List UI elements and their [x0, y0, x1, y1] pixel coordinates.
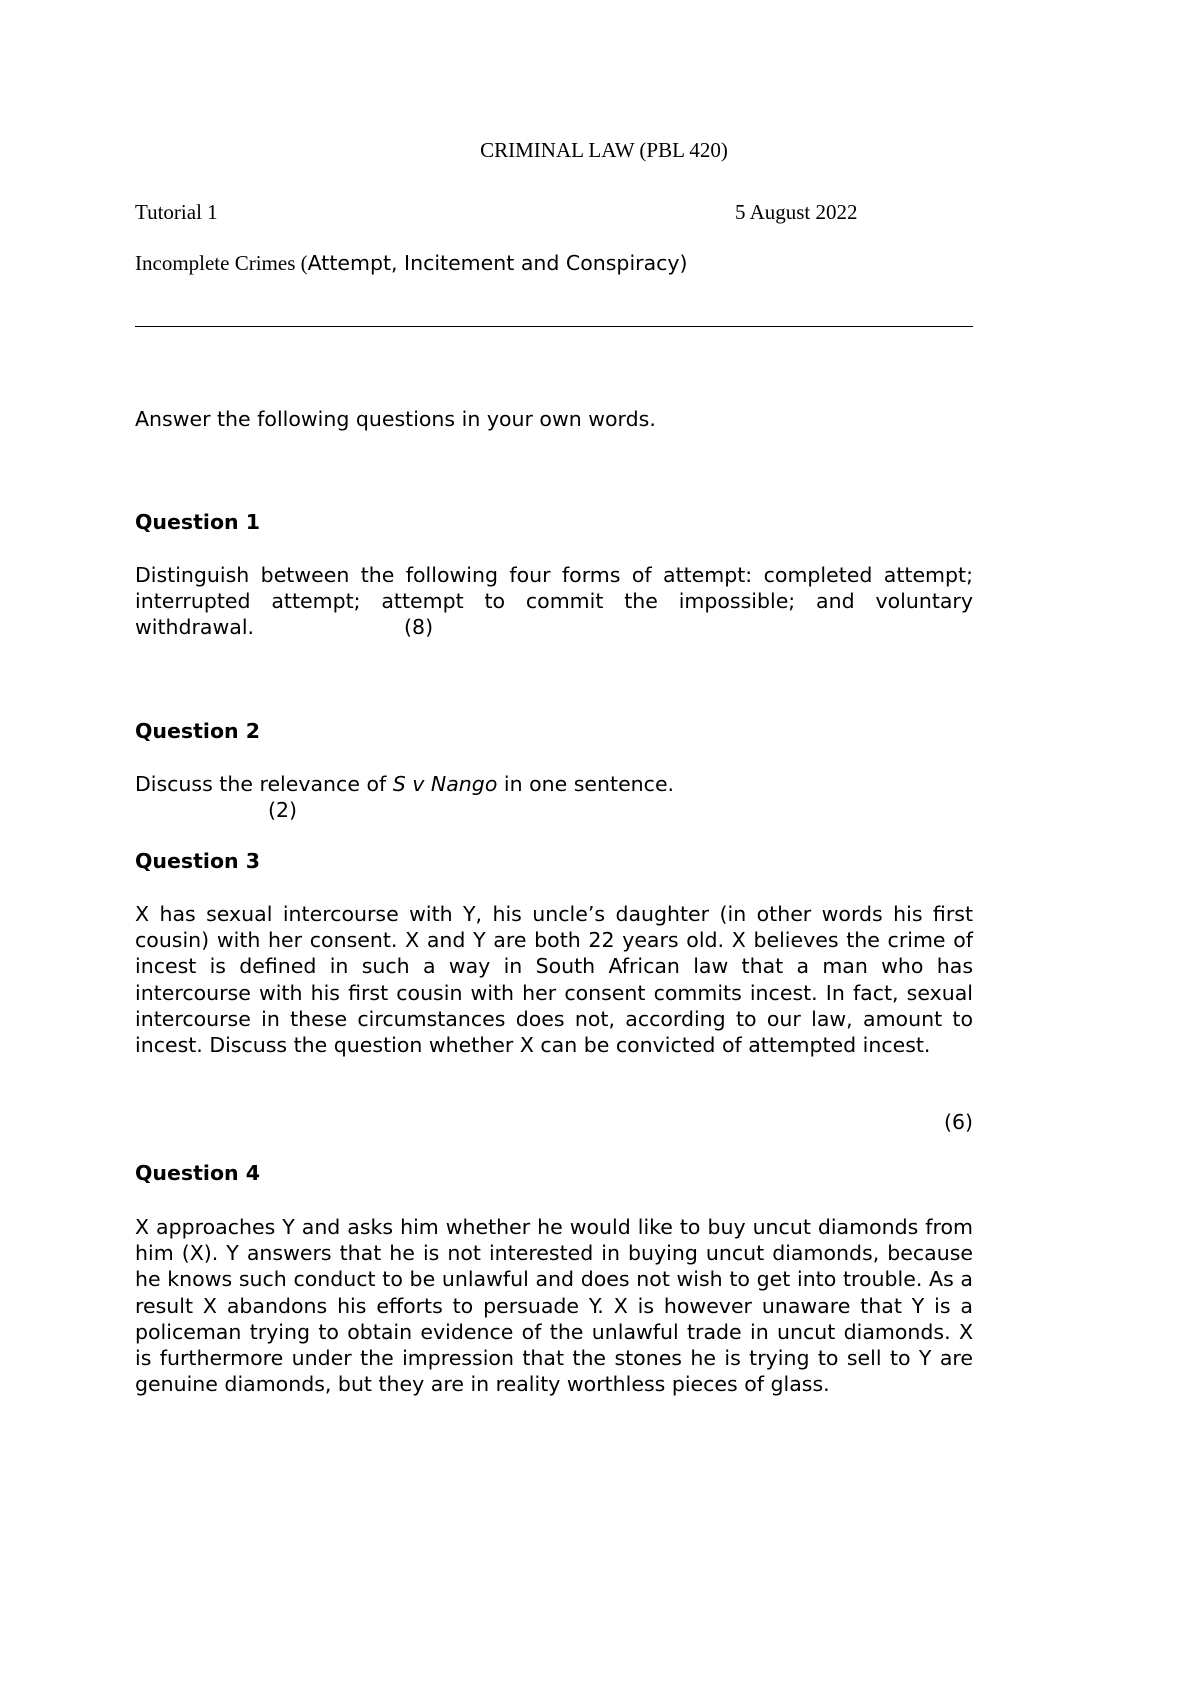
- question-1-marks: (8): [404, 615, 434, 640]
- question-1-body: Distinguish between the following four forms of attempt: completed attempt; interrupted attempt; attempt to commit the impossible; and voluntary withdrawal.: [135, 563, 973, 640]
- question-1-text: [135, 562, 973, 641]
- question-2-body-start: Discuss the relevance of: [135, 772, 393, 796]
- document-title: CRIMINAL LAW (PBL 420): [480, 138, 728, 162]
- question-2-text: [135, 771, 973, 823]
- question-2-heading: Question 2: [135, 719, 261, 743]
- tutorial-number: Tutorial 1: [135, 200, 218, 224]
- question-3-heading: Question 3: [135, 849, 261, 873]
- question-3-text: X has sexual intercourse with Y, his uncle’s daughter (in other words his first cousin) with her consent. X and Y are both 22 years old. X believes the crime of incest is defined in such a way in South African law that a man who has intercourse with his first cousin with her consent commits incest. In fact, sexual intercourse in these circumstances does not, according to our law, amount to incest. Discuss the question whether X can be convicted of attempted incest.: [135, 902, 973, 1058]
- tutorial-date: 5 August 2022: [735, 200, 858, 224]
- horizontal-rule: [135, 326, 973, 327]
- question-4-heading: Question 4: [135, 1161, 261, 1185]
- question-2-body-end: in one sentence.: [497, 772, 675, 796]
- topic-prefix: Incomplete Crimes (: [135, 251, 308, 275]
- question-4-text: X approaches Y and asks him whether he would like to buy uncut diamonds from him (X). Y answers that he is not interested in buying uncut diamonds, because he knows such conduct to be unlawful and does not wish to get into trouble. As a result X abandons his efforts to persuade Y. X is however unaware that Y is a policeman trying to obtain evidence of the unlawful trade in uncut diamonds. X is furthermore under the impression that the stones he is trying to sell to Y are genuine diamonds, but they are in reality worthless pieces of glass.: [135, 1215, 973, 1397]
- topic-line: [135, 251, 688, 276]
- question-3-marks: (6): [943, 1110, 973, 1134]
- case-name: S v Nango: [392, 772, 498, 796]
- instruction: Answer the following questions in your own words.: [135, 407, 656, 431]
- question-2-marks: (2): [268, 798, 298, 823]
- question-1-heading: Question 1: [135, 510, 261, 534]
- topic-main: Attempt, Incitement and Conspiracy): [307, 251, 688, 275]
